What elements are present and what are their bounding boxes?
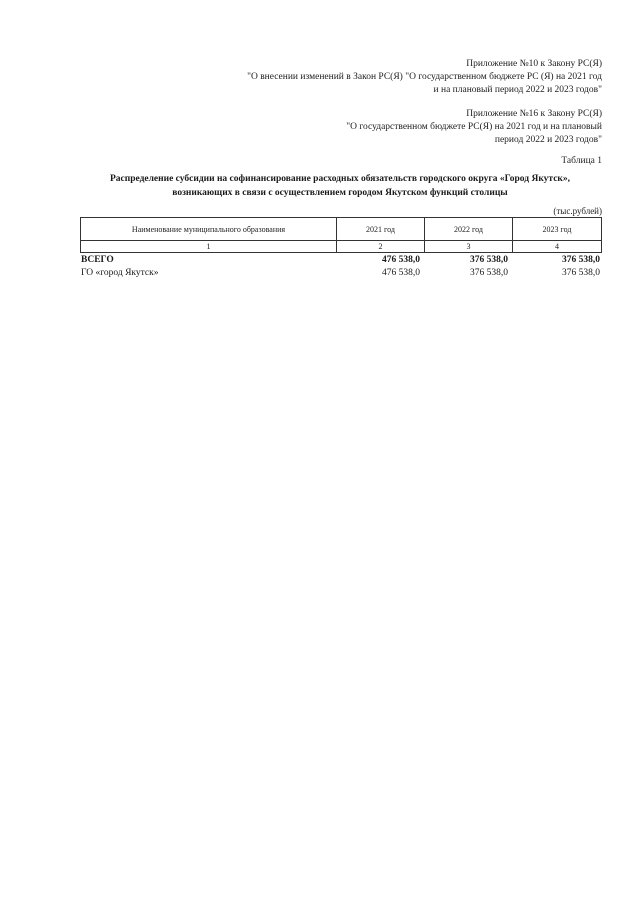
row-value-2021: 476 538,0 <box>382 268 420 278</box>
header-municipality: Наименование муниципального образования <box>81 218 337 241</box>
subsidy-table-header <box>80 217 602 253</box>
row-value-2022: 376 538,0 <box>470 255 508 265</box>
row-name: ВСЕГО <box>81 255 114 265</box>
appendix-16-reference <box>346 108 602 147</box>
appendix-10-line-1: Приложение №10 к Закону РС(Я) <box>466 59 602 69</box>
table-number-label: Таблица 1 <box>561 156 602 166</box>
column-number-2: 2 <box>337 241 425 253</box>
column-number-row <box>81 241 602 253</box>
table-row <box>80 268 601 281</box>
column-number-1: 1 <box>81 241 337 253</box>
units-label: (тыс.рублей) <box>553 206 602 216</box>
appendix-16-line-2: "О государственном бюджете РС(Я) на 2021 год и на плановый <box>346 122 602 132</box>
appendix-16-line-1: Приложение №16 к Закону РС(Я) <box>466 109 602 119</box>
header-row <box>81 218 602 241</box>
row-value-2021: 476 538,0 <box>382 255 420 265</box>
row-name: ГО «город Якутск» <box>81 268 159 278</box>
column-number-4: 4 <box>513 241 602 253</box>
appendix-16-line-3: период 2022 и 2023 годов" <box>494 135 602 145</box>
document-title-line-2: возникающих в связи с осуществлением городом Якутском функций столицы <box>172 188 508 198</box>
header-2021: 2021 год <box>337 218 425 241</box>
column-number-3: 3 <box>425 241 513 253</box>
table-row-total <box>80 255 601 268</box>
document-title-line-1: Распределение субсидии на софинансирование расходных обязательств городского округа «Город Якутск», <box>109 174 571 184</box>
row-value-2022: 376 538,0 <box>470 268 508 278</box>
row-value-2023: 376 538,0 <box>562 255 600 265</box>
header-2022: 2022 год <box>425 218 513 241</box>
appendix-10-line-3: и на плановый период 2022 и 2023 годов" <box>433 85 602 95</box>
document-title <box>60 172 620 200</box>
appendix-10-line-2: "О внесении изменений в Закон РС(Я) "О государственном бюджете РС (Я) на 2021 год <box>247 72 602 82</box>
appendix-10-reference <box>247 58 602 97</box>
header-2023: 2023 год <box>513 218 602 241</box>
subsidy-table-body <box>80 255 601 281</box>
row-value-2023: 376 538,0 <box>562 268 600 278</box>
